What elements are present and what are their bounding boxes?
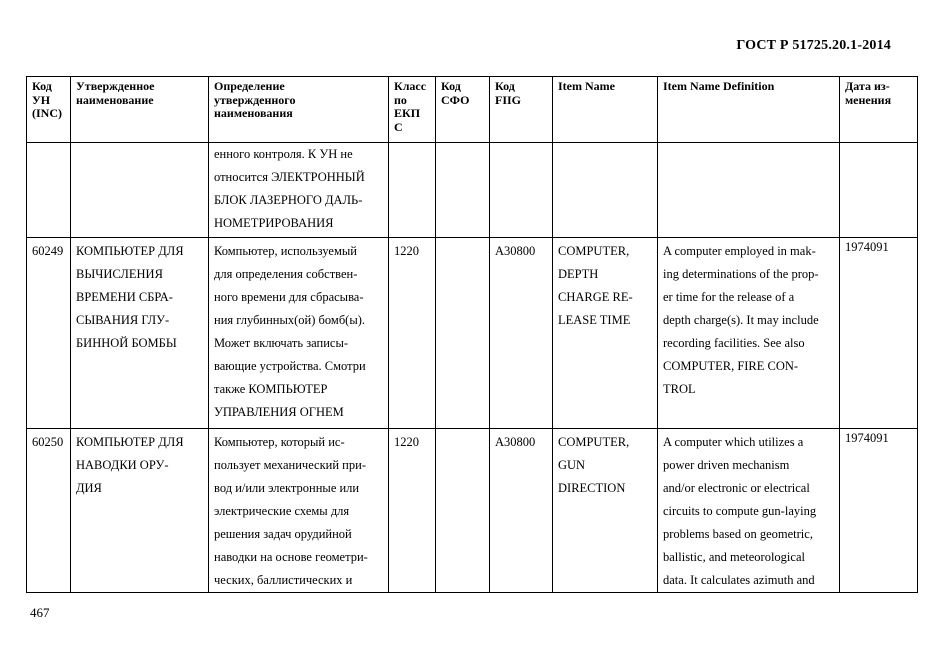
cell-fiig <box>490 143 553 238</box>
cell-text-line: БИННОЙ БОМБЫ <box>76 336 177 350</box>
cell-text-line: пользует механический при- <box>214 458 366 472</box>
cell-text-line: DEPTH <box>558 267 599 281</box>
cell-text-line: COMPUTER, <box>558 435 630 449</box>
cell-text-line: вод и/или электронные или <box>214 481 360 495</box>
cell-text-line: recording facilities. See also <box>663 336 805 350</box>
column-header-item-name <box>553 77 658 143</box>
cell-text-line: Может включать записы- <box>214 336 349 350</box>
cell-text-line: Код <box>495 79 515 93</box>
cell-text-line: ния глубинных(ой) бомб(ы). <box>214 313 366 327</box>
cell-text-line: ВЫЧИСЛЕНИЯ <box>76 267 163 281</box>
cell-text-line: КОМПЬЮТЕР ДЛЯ <box>76 244 184 258</box>
cell-item-definition <box>658 429 840 593</box>
cell-name <box>71 143 209 238</box>
cell-date: 1974091 <box>840 429 918 593</box>
column-header-inc <box>27 77 71 143</box>
column-header-change-date <box>840 77 918 143</box>
cell-text-line: power driven mechanism <box>663 458 790 472</box>
cell-text-line: для определения собствен- <box>214 267 358 281</box>
cell-text-line: Код <box>441 79 461 93</box>
cell-text-line: также КОМПЬЮТЕР <box>214 382 328 396</box>
cell-class: 1220 <box>389 238 436 429</box>
cell-name <box>71 238 209 429</box>
cell-text-line: Item Name <box>558 79 615 93</box>
cell-text-line: ЕКП <box>394 106 421 120</box>
cell-sfo <box>436 238 490 429</box>
cell-text-line: ВРЕМЕНИ СБРА- <box>76 290 173 304</box>
cell-text-line: Компьютер, используемый <box>214 244 357 258</box>
cell-text-line: Код <box>32 79 52 93</box>
cell-text-line: Item Name Definition <box>663 79 775 93</box>
cell-name <box>71 429 209 593</box>
cell-item-name <box>553 143 658 238</box>
document-standard-number: ГОСТ Р 51725.20.1-2014 <box>736 38 891 53</box>
cell-text-line: СЫВАНИЯ ГЛУ- <box>76 313 170 327</box>
cell-text-line: С <box>394 119 403 134</box>
cell-text-line: LEASE TIME <box>558 313 631 327</box>
table-row <box>27 238 918 429</box>
cell-text-line: наименование <box>76 92 154 107</box>
cell-definition <box>209 238 389 429</box>
cell-text-line: and/or electronic or electrical <box>663 481 810 495</box>
cell-text-line: вающие устройства. Смотри <box>214 359 366 373</box>
page-number: 467 <box>30 605 50 620</box>
cell-text-line: Дата из- <box>845 79 890 93</box>
table-header-row <box>27 77 918 143</box>
catalog-table <box>26 76 918 593</box>
cell-item-name <box>553 238 658 429</box>
cell-text-line: енного контроля. К УН не <box>214 147 353 161</box>
cell-text-line: наименования <box>214 106 293 120</box>
cell-text-line: COMPUTER, FIRE CON- <box>663 359 799 373</box>
cell-item-name <box>553 429 658 593</box>
cell-text-line: КОМПЬЮТЕР ДЛЯ <box>76 435 184 449</box>
cell-item-definition <box>658 238 840 429</box>
cell-definition <box>209 429 389 593</box>
cell-text-line: CHARGE RE- <box>558 290 633 304</box>
cell-text-line: по <box>394 92 407 107</box>
cell-text-line: менения <box>845 92 892 107</box>
cell-text-line: TROL <box>663 382 696 396</box>
cell-sfo <box>436 143 490 238</box>
cell-text-line: DIRECTION <box>558 481 626 495</box>
cell-class: 1220 <box>389 429 436 593</box>
cell-text-line: Утвержденное <box>76 79 155 93</box>
cell-text-line: er time for the release of a <box>663 290 795 304</box>
cell-definition <box>209 143 389 238</box>
column-header-definition <box>209 77 389 143</box>
table-row <box>27 429 918 593</box>
column-header-approved-name <box>71 77 209 143</box>
cell-fiig: A30800 <box>490 429 553 593</box>
cell-text-line: ДИЯ <box>76 481 102 495</box>
cell-inc: 60249 <box>27 238 71 429</box>
cell-text-line: СФО <box>441 92 470 107</box>
cell-date <box>840 143 918 238</box>
cell-text-line: Определение <box>214 79 285 93</box>
column-header-class <box>389 77 436 143</box>
cell-text-line: ing determinations of the prop- <box>663 267 819 281</box>
cell-text-line: НОМЕТРИРОВАНИЯ <box>214 216 334 230</box>
cell-text-line: problems based on geometric, <box>663 527 813 541</box>
cell-text-line: НАВОДКИ ОРУ- <box>76 458 169 472</box>
cell-text-line: circuits to compute gun-laying <box>663 504 817 518</box>
cell-text-line: GUN <box>558 458 586 472</box>
cell-text-line: COMPUTER, <box>558 244 630 258</box>
cell-text-line: data. It calculates azimuth and <box>663 573 815 587</box>
cell-date: 1974091 <box>840 238 918 429</box>
cell-text-line: FIIG <box>495 92 522 107</box>
cell-text-line: (INC) <box>32 106 62 120</box>
cell-text-line: УН <box>32 92 51 107</box>
cell-text-line: решения задач орудийной <box>214 527 352 541</box>
cell-inc <box>27 143 71 238</box>
cell-item-definition <box>658 143 840 238</box>
cell-sfo <box>436 429 490 593</box>
column-header-sfo <box>436 77 490 143</box>
cell-text-line: A computer which utilizes a <box>663 435 804 449</box>
table-row-continuation <box>27 143 918 238</box>
cell-inc: 60250 <box>27 429 71 593</box>
cell-text-line: depth charge(s). It may include <box>663 313 819 327</box>
cell-fiig: A30800 <box>490 238 553 429</box>
cell-text-line: A computer employed in mak- <box>663 244 816 258</box>
cell-text-line: БЛОК ЛАЗЕРНОГО ДАЛЬ- <box>214 193 363 207</box>
column-header-fiig <box>490 77 553 143</box>
cell-text-line: электрические схемы для <box>214 504 350 518</box>
cell-text-line: ного времени для сбрасыва- <box>214 290 364 304</box>
cell-text-line: относится ЭЛЕКТРОННЫЙ <box>214 170 365 184</box>
cell-text-line: ballistic, and meteorological <box>663 550 805 564</box>
cell-text-line: утвержденного <box>214 92 296 107</box>
cell-text-line: ческих, баллистических и <box>214 573 353 587</box>
cell-text-line: Класс <box>394 79 427 93</box>
cell-text-line: Компьютер, который ис- <box>214 435 345 449</box>
column-header-item-name-definition <box>658 77 840 143</box>
cell-text-line: наводки на основе геометри- <box>214 550 368 564</box>
cell-class <box>389 143 436 238</box>
cell-text-line: УПРАВЛЕНИЯ ОГНЕМ <box>214 405 344 419</box>
